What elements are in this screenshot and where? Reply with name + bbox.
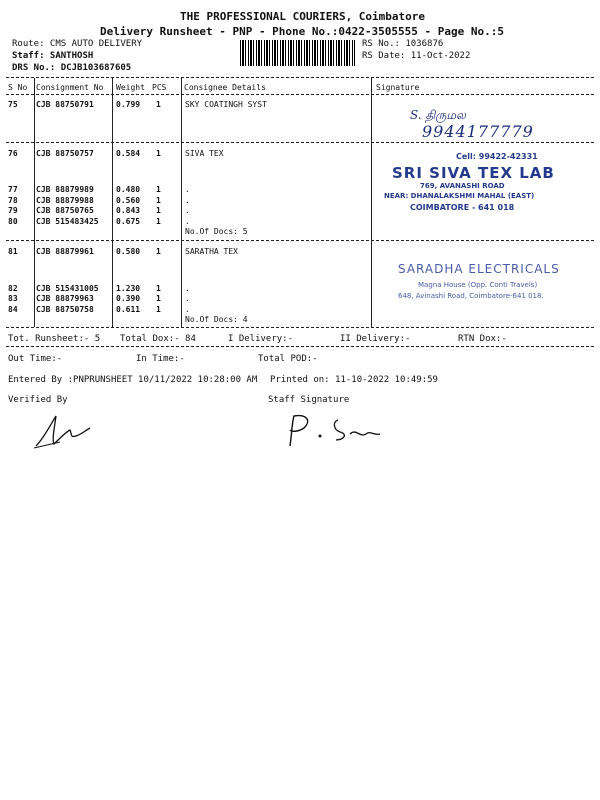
out-time: Out Time:- <box>8 354 63 364</box>
row-consignee: . <box>185 305 190 314</box>
entered-by: Entered By :PNPRUNSHEET 10/11/2022 10:28:00 AM <box>8 375 258 385</box>
row-consignee: . <box>185 217 190 226</box>
row-pcs: 1 <box>156 284 161 293</box>
row-pcs: 1 <box>156 100 161 109</box>
row-pcs: 1 <box>156 149 161 158</box>
docs-count: No.Of Docs: 4 <box>185 315 248 324</box>
row-sno: 82 <box>8 284 18 293</box>
col-header-consignment: Consignment No <box>36 83 104 92</box>
stamp-siva-name: SRI SIVA TEX LAB <box>392 164 555 182</box>
col-header-consignee: Consignee Details <box>184 83 266 92</box>
row-sno: 83 <box>8 294 18 303</box>
col-header-weight: Weight <box>116 83 145 92</box>
handwritten-phone: 9944177779 <box>422 122 534 141</box>
row-weight: 0.390 <box>116 294 141 303</box>
row-consignment: CJB 88750791 <box>36 100 94 109</box>
total-dox: Total Dox:- 84 <box>120 334 196 344</box>
col-header-signature: Signature <box>376 83 420 92</box>
printed-on: Printed on: 11-10-2022 10:49:59 <box>270 375 438 385</box>
barcode <box>240 40 355 66</box>
row-sno: 79 <box>8 206 18 215</box>
row-pcs: 1 <box>156 294 161 303</box>
row-consignment: CJB 88879989 <box>36 185 94 194</box>
row-consignee: . <box>185 284 190 293</box>
row-consignment: CJB 515483425 <box>36 217 99 226</box>
route-label: Route: CMS AUTO DELIVERY <box>12 39 143 49</box>
row-consignee: SARATHA TEX <box>185 247 238 256</box>
row-weight: 0.675 <box>116 217 141 226</box>
row-weight: 0.799 <box>116 100 141 109</box>
row-weight: 0.560 <box>116 196 141 205</box>
rs-number: RS No.: 1036876 <box>362 39 444 49</box>
row-pcs: 1 <box>156 305 161 314</box>
total-runsheet: Tot. Runsheet:- 5 <box>8 334 101 344</box>
row-consignment: CJB 88750765 <box>36 206 94 215</box>
company-title: THE PROFESSIONAL COURIERS, Coimbatore <box>180 10 426 23</box>
row-sno: 76 <box>8 149 18 158</box>
row-pcs: 1 <box>156 196 161 205</box>
stamp-siva-addr1: 769, AVANASHI ROAD <box>420 182 505 190</box>
row-sno: 75 <box>8 100 18 109</box>
stamp-call: Cell: 99422-42331 <box>456 152 538 161</box>
row-sno: 84 <box>8 305 18 314</box>
rtn-dox: RTN Dox:- <box>458 334 507 344</box>
row-consignee: SIVA TEX <box>185 149 224 158</box>
stamp-siva-addr2: NEAR: DHANALAKSHMI MAHAL (EAST) <box>384 192 535 200</box>
total-pod: Total POD:- <box>258 354 318 364</box>
row-pcs: 1 <box>156 206 161 215</box>
stamp-siva-city: COIMBATORE - 641 018 <box>410 203 515 212</box>
stamp-saratha-addr2: 648, Avinashi Road, Coimbatore-641 018. <box>398 292 544 300</box>
row-consignee: . <box>185 185 190 194</box>
row-consignee: . <box>185 294 190 303</box>
row-consignee: . <box>185 206 190 215</box>
row-consignment: CJB 515431005 <box>36 284 99 293</box>
row-pcs: 1 <box>156 185 161 194</box>
stamp-saratha-name: SARADHA ELECTRICALS <box>398 262 560 276</box>
verified-by: Verified By <box>8 395 68 405</box>
handwritten-signature-name: S. திருமல <box>410 108 466 122</box>
staff-signature <box>280 408 390 453</box>
row-consignment: CJB 88750758 <box>36 305 94 314</box>
stamp-saratha-addr1: Magna House (Opp. Conti Travels) <box>418 281 538 289</box>
row-sno: 80 <box>8 217 18 226</box>
rs-date: RS Date: 11-Oct-2022 <box>362 51 471 61</box>
row-weight: 0.580 <box>116 247 141 256</box>
row-weight: 1.230 <box>116 284 141 293</box>
staff-label: Staff: SANTHOSH <box>12 51 94 61</box>
in-time: In Time:- <box>136 354 185 364</box>
ii-delivery: II Delivery:- <box>340 334 411 344</box>
drs-number: DRS No.: DCJB103687605 <box>12 63 132 73</box>
docs-count: No.Of Docs: 5 <box>185 227 248 236</box>
row-pcs: 1 <box>156 217 161 226</box>
row-weight: 0.480 <box>116 185 141 194</box>
col-header-pcs: PCS <box>152 83 167 92</box>
row-sno: 78 <box>8 196 18 205</box>
row-consignment: CJB 88750757 <box>36 149 94 158</box>
staff-signature-label: Staff Signature <box>268 395 350 405</box>
row-weight: 0.584 <box>116 149 141 158</box>
row-sno: 81 <box>8 247 18 256</box>
row-weight: 0.611 <box>116 305 141 314</box>
i-delivery: I Delivery:- <box>228 334 294 344</box>
row-sno: 77 <box>8 185 18 194</box>
row-pcs: 1 <box>156 247 161 256</box>
row-consignee: SKY COATINGH SYST <box>185 100 267 109</box>
row-consignment: CJB 88879963 <box>36 294 94 303</box>
row-weight: 0.843 <box>116 206 141 215</box>
col-header-sno: S No <box>8 83 28 92</box>
runsheet-subtitle: Delivery Runsheet - PNP - Phone No.:0422-3505555 - Page No.:5 <box>100 25 504 38</box>
row-consignment: CJB 88879961 <box>36 247 94 256</box>
row-consignee: . <box>185 196 190 205</box>
verified-signature <box>30 408 100 453</box>
row-consignment: CJB 88879988 <box>36 196 94 205</box>
